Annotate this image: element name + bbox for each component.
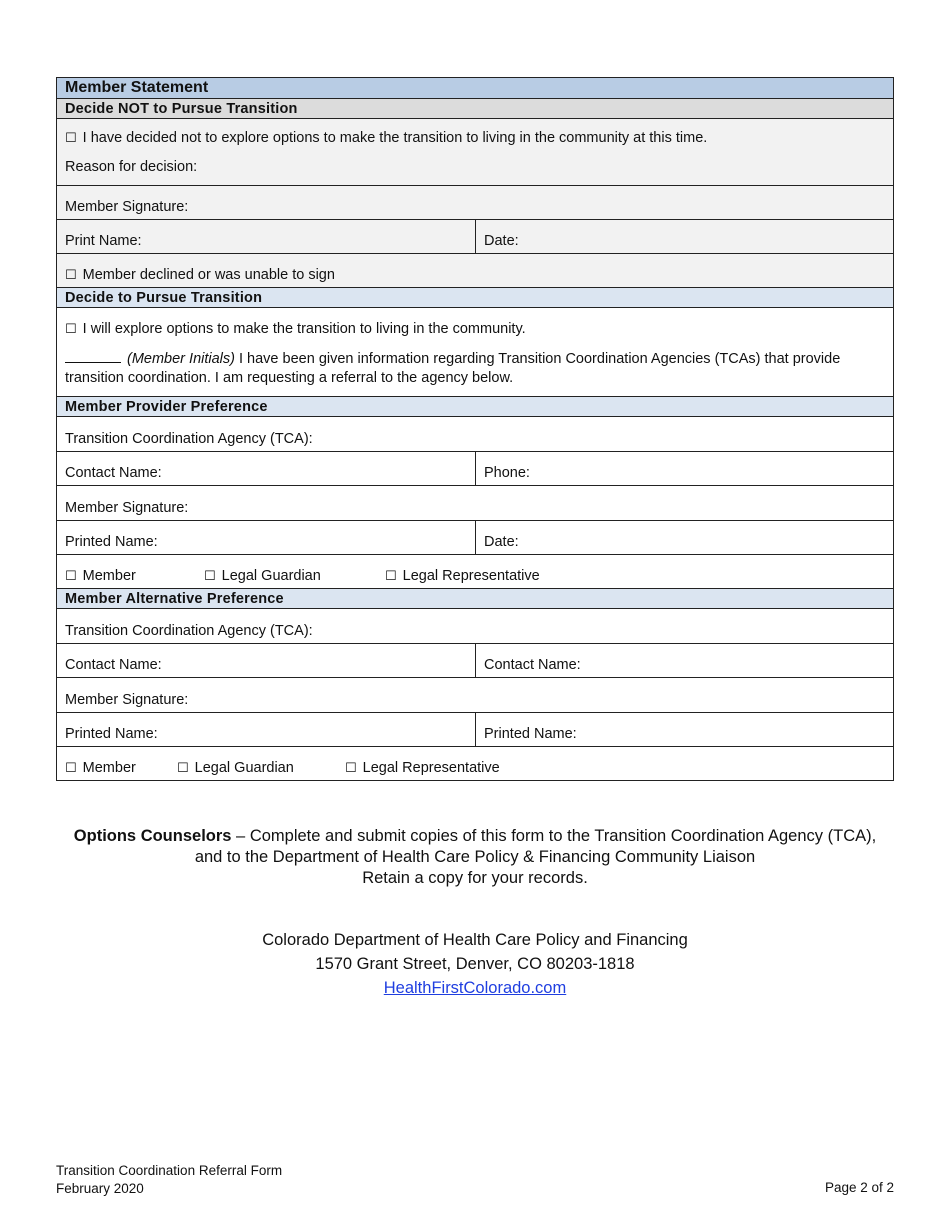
health-first-colorado-link[interactable]: HealthFirstColorado.com [383, 979, 567, 997]
not-pursue-signature-row [57, 185, 893, 219]
provider-printed-name-field[interactable] [57, 521, 476, 554]
alternative-contact-name-right-label: Contact Name: [484, 657, 581, 673]
not-pursue-statement-block [57, 118, 893, 185]
provider-contact-name-label: Contact Name: [65, 465, 162, 481]
provider-role-member-label: Member [82, 568, 136, 584]
alternative-role-guardian-checkbox[interactable]: ☐ [177, 760, 189, 776]
page-footer-left [56, 1162, 282, 1198]
alternative-role-guardian-label: Legal Guardian [194, 760, 294, 776]
provider-signature-row [57, 485, 893, 520]
provider-tca-field[interactable] [57, 417, 893, 451]
member-initials-statement: I have been given information regarding Transition Coordination Agencies (TCAs) that provide transition coordination. I am requesting a referral to the agency below. [65, 351, 841, 386]
member-initials-label: (Member Initials) [127, 351, 235, 367]
footer-date: February 2020 [56, 1181, 144, 1196]
alternative-tca-field[interactable] [57, 609, 893, 643]
instructions-bold-lead: Options Counselors [73, 827, 232, 845]
alternative-preference-heading: Member Alternative Preference [57, 588, 893, 608]
alternative-contact-name-right-field[interactable] [476, 644, 893, 677]
declined-row [57, 253, 893, 287]
provider-printed-name-label: Printed Name: [65, 534, 158, 550]
alternative-name-row [57, 712, 893, 746]
pursue-checkbox[interactable]: ☐ [65, 322, 77, 337]
provider-date-label: Date: [484, 534, 519, 550]
alternative-printed-name-field[interactable] [57, 713, 476, 746]
alternative-contact-name-field[interactable] [57, 644, 476, 677]
pursue-statement-block [57, 307, 893, 396]
alternative-printed-name-right-label: Printed Name: [484, 726, 577, 742]
declined-checkbox[interactable]: ☐ [65, 268, 77, 283]
not-pursue-checkbox[interactable]: ☐ [65, 131, 77, 146]
not-pursue-signature-field[interactable] [57, 186, 893, 219]
provider-role-row [57, 554, 893, 588]
alternative-contact-row [57, 643, 893, 677]
alternative-signature-label: Member Signature: [65, 692, 189, 708]
alternative-role-representative-label: Legal Representative [362, 760, 500, 776]
provider-contact-name-field[interactable] [57, 452, 476, 485]
provider-tca-label: Transition Coordination Agency (TCA): [65, 431, 313, 447]
provider-role-representative-checkbox[interactable]: ☐ [385, 568, 397, 584]
provider-role-guardian-label: Legal Guardian [221, 568, 321, 584]
alternative-printed-name-right-field[interactable] [476, 713, 893, 746]
member-statement-form [56, 77, 894, 781]
alternative-role-representative-checkbox[interactable]: ☐ [345, 760, 357, 776]
pursue-statement: I will explore options to make the transition to living in the community. [82, 321, 526, 337]
reason-label: Reason for decision: [65, 159, 198, 175]
provider-contact-row [57, 451, 893, 485]
provider-date-field[interactable] [476, 521, 893, 554]
instructions-line-2: and to the Department of Health Care Policy & Financing Community Liaison [194, 848, 756, 866]
not-pursue-print-name-field[interactable] [57, 220, 476, 253]
alternative-signature-row [57, 677, 893, 712]
department-address [56, 928, 894, 1000]
not-pursue-statement: I have decided not to explore options to make the transition to living in the community at this time. [82, 130, 708, 146]
pursue-heading: Decide to Pursue Transition [57, 287, 893, 307]
alternative-role-member-label: Member [82, 760, 136, 776]
provider-name-date-row [57, 520, 893, 554]
not-pursue-print-name-label: Print Name: [65, 233, 142, 249]
provider-role-representative-label: Legal Representative [402, 568, 540, 584]
provider-signature-label: Member Signature: [65, 500, 189, 516]
alternative-signature-field[interactable] [57, 678, 893, 712]
not-pursue-signature-label: Member Signature: [65, 199, 189, 215]
provider-phone-label: Phone: [484, 465, 530, 481]
provider-role-member-checkbox[interactable]: ☐ [65, 568, 77, 584]
not-pursue-date-label: Date: [484, 233, 519, 249]
provider-preference-heading: Member Provider Preference [57, 396, 893, 416]
not-pursue-name-date-row [57, 219, 893, 253]
declined-label: Member declined or was unable to sign [82, 267, 335, 283]
not-pursue-date-field[interactable] [476, 220, 893, 253]
alternative-role-member-checkbox[interactable]: ☐ [65, 760, 77, 776]
alternative-printed-name-label: Printed Name: [65, 726, 158, 742]
alternative-tca-row [57, 608, 893, 643]
department-name: Colorado Department of Health Care Policy and Financing [262, 931, 688, 949]
options-counselors-instructions [56, 826, 894, 889]
not-pursue-heading: Decide NOT to Pursue Transition [57, 98, 893, 118]
instructions-line-1: – Complete and submit copies of this form to the Transition Coordination Agency (TCA), [231, 827, 877, 845]
alternative-tca-label: Transition Coordination Agency (TCA): [65, 623, 313, 639]
member-statement-title: Member Statement [57, 78, 893, 98]
page-number: Page 2 of 2 [824, 1180, 894, 1195]
provider-signature-field[interactable] [57, 486, 893, 520]
provider-phone-field[interactable] [476, 452, 893, 485]
provider-tca-row [57, 416, 893, 451]
provider-role-guardian-checkbox[interactable]: ☐ [204, 568, 216, 584]
alternative-role-row [57, 746, 893, 780]
alternative-contact-name-label: Contact Name: [65, 657, 162, 673]
member-initials-field[interactable] [65, 349, 121, 363]
instructions-line-3: Retain a copy for your records. [362, 869, 588, 887]
footer-form-name: Transition Coordination Referral Form [56, 1163, 283, 1178]
department-street: 1570 Grant Street, Denver, CO 80203-1818 [315, 955, 635, 973]
